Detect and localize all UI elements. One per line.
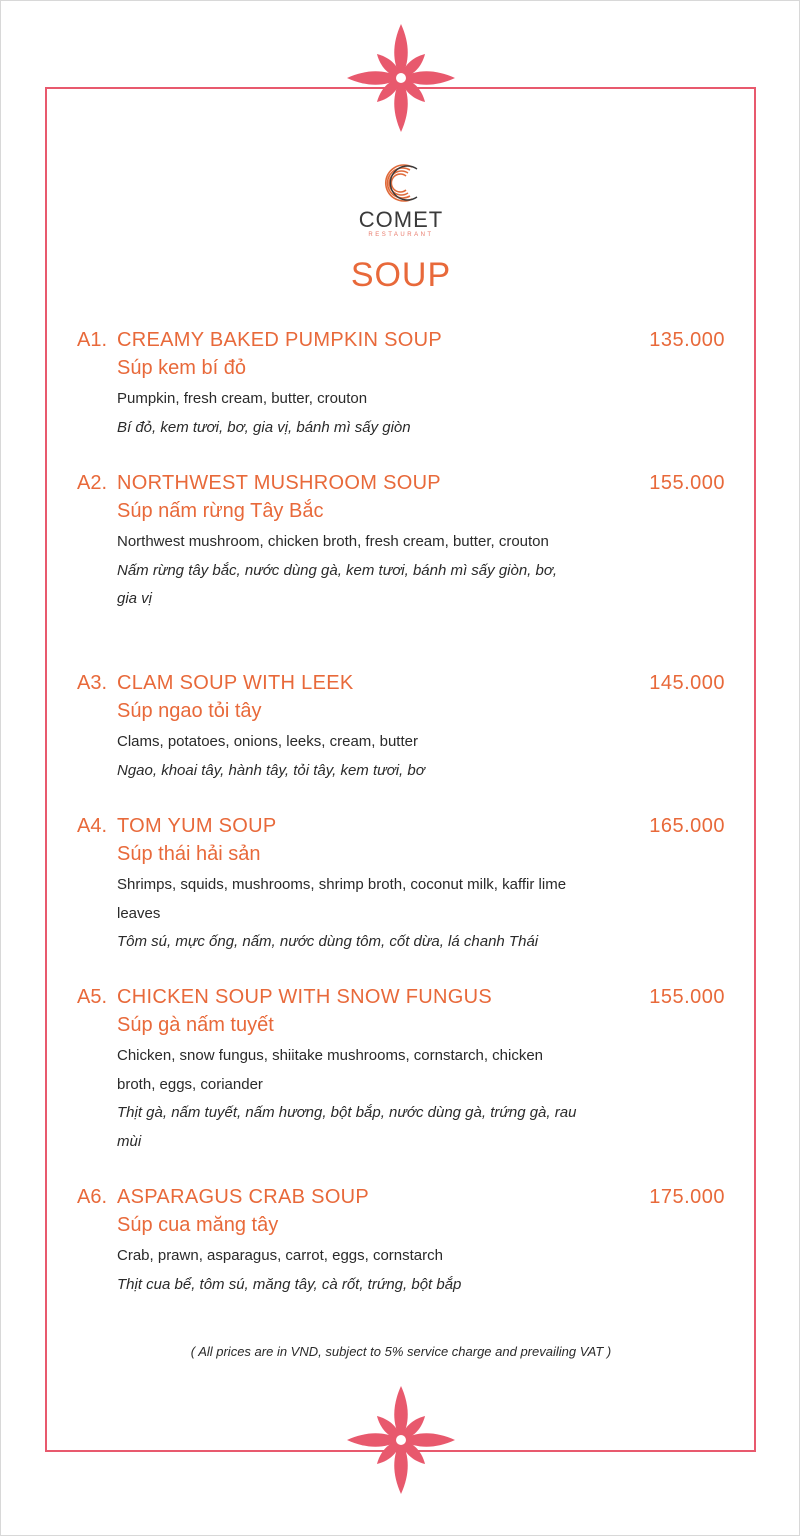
restaurant-logo xyxy=(341,159,461,239)
item-price: 155.000 xyxy=(649,472,725,494)
item-code: A3. xyxy=(77,672,108,694)
item-description xyxy=(117,871,577,957)
item-description xyxy=(117,1042,577,1156)
item-desc-vi: Bí đỏ, kem tươi, bơ, gia vị, bánh mì sấy giòn xyxy=(117,418,411,436)
item-price: 165.000 xyxy=(649,815,725,837)
flower-ornament-bottom-icon xyxy=(346,1385,456,1495)
brand-name: COMET xyxy=(358,207,444,232)
item-desc-en: Crab, prawn, asparagus, carrot, eggs, cornstarch xyxy=(117,1247,443,1264)
item-name-vi: Súp cua măng tây xyxy=(117,1214,279,1236)
item-name: ASPARAGUS CRAB SOUP xyxy=(117,1186,370,1208)
item-code: A2. xyxy=(77,472,108,494)
item-name: TOM YUM SOUP xyxy=(117,815,277,837)
item-name-vi: Súp gà nấm tuyết xyxy=(117,1014,274,1036)
item-desc-en: Chicken, snow fungus, shiitake mushrooms, cornstarch, chicken broth, eggs, coriander xyxy=(117,1047,544,1093)
item-price: 135.000 xyxy=(649,329,725,351)
item-desc-vi: Nấm rừng tây bắc, nước dùng gà, kem tươi, bánh mì sấy giòn, bơ, gia vị xyxy=(117,561,558,607)
item-desc-en: Clams, potatoes, onions, leeks, cream, butter xyxy=(117,733,418,750)
section-title: SOUP xyxy=(350,256,452,294)
item-name: CHICKEN SOUP WITH SNOW FUNGUS xyxy=(117,986,493,1008)
item-description xyxy=(117,1242,577,1299)
item-price: 175.000 xyxy=(649,1186,725,1208)
item-desc-en: Northwest mushroom, chicken broth, fresh cream, butter, crouton xyxy=(117,533,549,550)
item-name-vi: Súp thái hải sản xyxy=(117,843,261,865)
item-name: NORTHWEST MUSHROOM SOUP xyxy=(117,472,441,494)
item-code: A6. xyxy=(77,1186,108,1208)
item-desc-vi: Tôm sú, mực ống, nấm, nước dùng tôm, cốt dừa, lá chanh Thái xyxy=(117,933,539,950)
item-name-vi: Súp ngao tỏi tây xyxy=(117,700,262,722)
item-description xyxy=(117,385,577,442)
brand-subtitle: RESTAURANT xyxy=(368,232,434,238)
item-name-vi: Súp kem bí đỏ xyxy=(117,357,246,379)
comet-c-logo-icon xyxy=(378,159,424,207)
item-desc-en: Pumpkin, fresh cream, butter, crouton xyxy=(117,390,368,407)
item-price: 145.000 xyxy=(649,672,725,694)
item-desc-vi: Thịt gà, nấm tuyết, nấm hương, bột bắp, nước dùng gà, trứng gà, rau mùi xyxy=(117,1104,577,1150)
item-name-vi: Súp nấm rừng Tây Bắc xyxy=(117,500,324,522)
item-description xyxy=(117,728,577,785)
price-footnote: ( All prices are in VND, subject to 5% service charge and prevailing VAT ) xyxy=(190,1344,612,1359)
item-description xyxy=(117,528,577,614)
item-desc-vi: Thịt cua bể, tôm sú, măng tây, cà rốt, trứng, bột bắp xyxy=(117,1275,462,1293)
item-code: A4. xyxy=(77,815,108,837)
flower-ornament-top-icon xyxy=(346,23,456,133)
item-code: A1. xyxy=(77,329,108,351)
item-name: CREAMY BAKED PUMPKIN SOUP xyxy=(117,329,442,351)
item-desc-vi: Ngao, khoai tây, hành tây, tỏi tây, kem tươi, bơ xyxy=(117,761,425,779)
item-name: CLAM SOUP WITH LEEK xyxy=(117,672,354,694)
item-price: 155.000 xyxy=(649,986,725,1008)
item-desc-en: Shrimps, squids, mushrooms, shrimp broth, coconut milk, kaffir lime leaves xyxy=(117,876,567,922)
item-code: A5. xyxy=(77,986,108,1008)
